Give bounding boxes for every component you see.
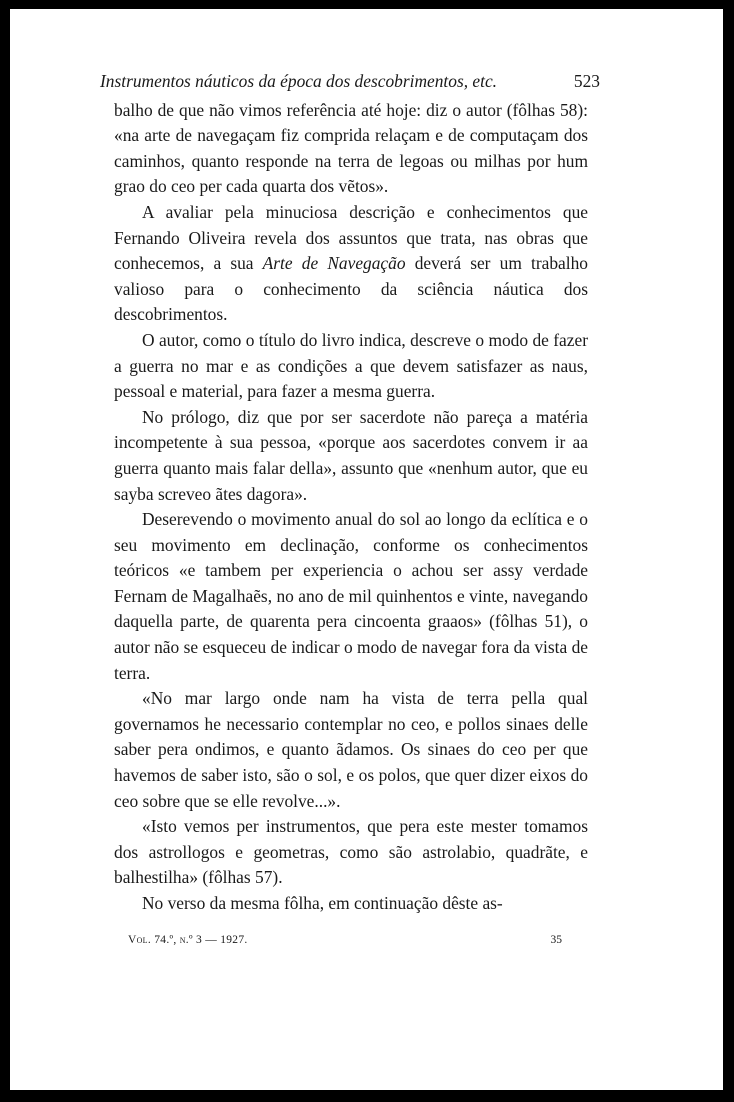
page-number: 523 — [573, 71, 600, 91]
book-title: Arte de Navegação — [262, 253, 406, 274]
running-header — [100, 69, 600, 95]
paragraph-3: O autor, como o título do livro indica, descreve o modo de fazer a guerra no mar e as condições a que devem satisfazer as naus, pessoal e material, para fazer a mesma guerra. — [114, 329, 588, 402]
paragraph-5: Deserevendo o movimento anual do sol ao longo da eclítica e o seu movimento em declinação, conforme os conhecimentos teóricos «e tambem per experiencia o achou ser assy verdade Fernam de Magalhaẽs, no ano de mil quinhentos e vinte, navegando daquella parte, de quarenta pera cincoenta graaos» (fôlhas 51), o autor não se esqueceu de indicar o modo de navegar fora da vista de terra. — [114, 509, 588, 683]
running-title: Instrumentos náuticos da época dos descobrimentos, etc. — [100, 71, 498, 91]
paragraph-7-quote: «Isto vemos per instrumentos, que pera este mester tomamos dos astrollogos e geometras, como são astrolabio, quadrãte, e balhestilha» (fôlhas 57). — [114, 816, 588, 888]
paragraph-2-after: deverá ser um trabalho valioso para o conhecimento da sciência náutica dos descobrimentos. — [114, 253, 588, 325]
paragraph-2 — [114, 200, 588, 328]
page-footer — [128, 934, 562, 946]
paragraph-8: No verso da mesma fôlha, em continuação dêste as- — [142, 893, 503, 913]
page — [10, 9, 723, 1090]
page-content — [100, 69, 600, 917]
paragraph-1: balho de que não vimos referência até hoje: diz o autor (fôlhas 58): «na arte de navegaçam fiz comprida relaçam e de computaçam dos caminhos, quanto responde na terra de legoas ou milhas por hum grao do ceo per cada quarta dos vẽtos». — [114, 99, 588, 197]
signature-mark: 35 — [550, 934, 562, 946]
paragraph-2-before: A avaliar pela minuciosa descrição e conhecimentos que Fernando Oliveira revela dos assuntos que trata, nas obras que conhecemos, a sua — [114, 201, 588, 274]
volume-info: Vol. 74.º, n.º 3 — 1927. — [128, 934, 248, 946]
paragraph-4: No prólogo, diz que por ser sacerdote não pareça a matéria incompetente à sua pessoa, «porque aos sacerdotes convem ir aa guerra quanto mais falar della», assunto que «nenhum autor, que eu sayba screveo ãtes dagora». — [114, 406, 588, 504]
paragraph-6-quote: «No mar largo onde nam ha vista de terra pella qual governamos he necessario contemplar no ceo, e pollos sinaes delle saber pera ondimos, e quanto ãdamos. Os sinaes do ceo per que havemos de saber isto, são o sol, e os polos, que quer dizer eixos do ceo sobre que se elle revolve...». — [114, 688, 588, 811]
